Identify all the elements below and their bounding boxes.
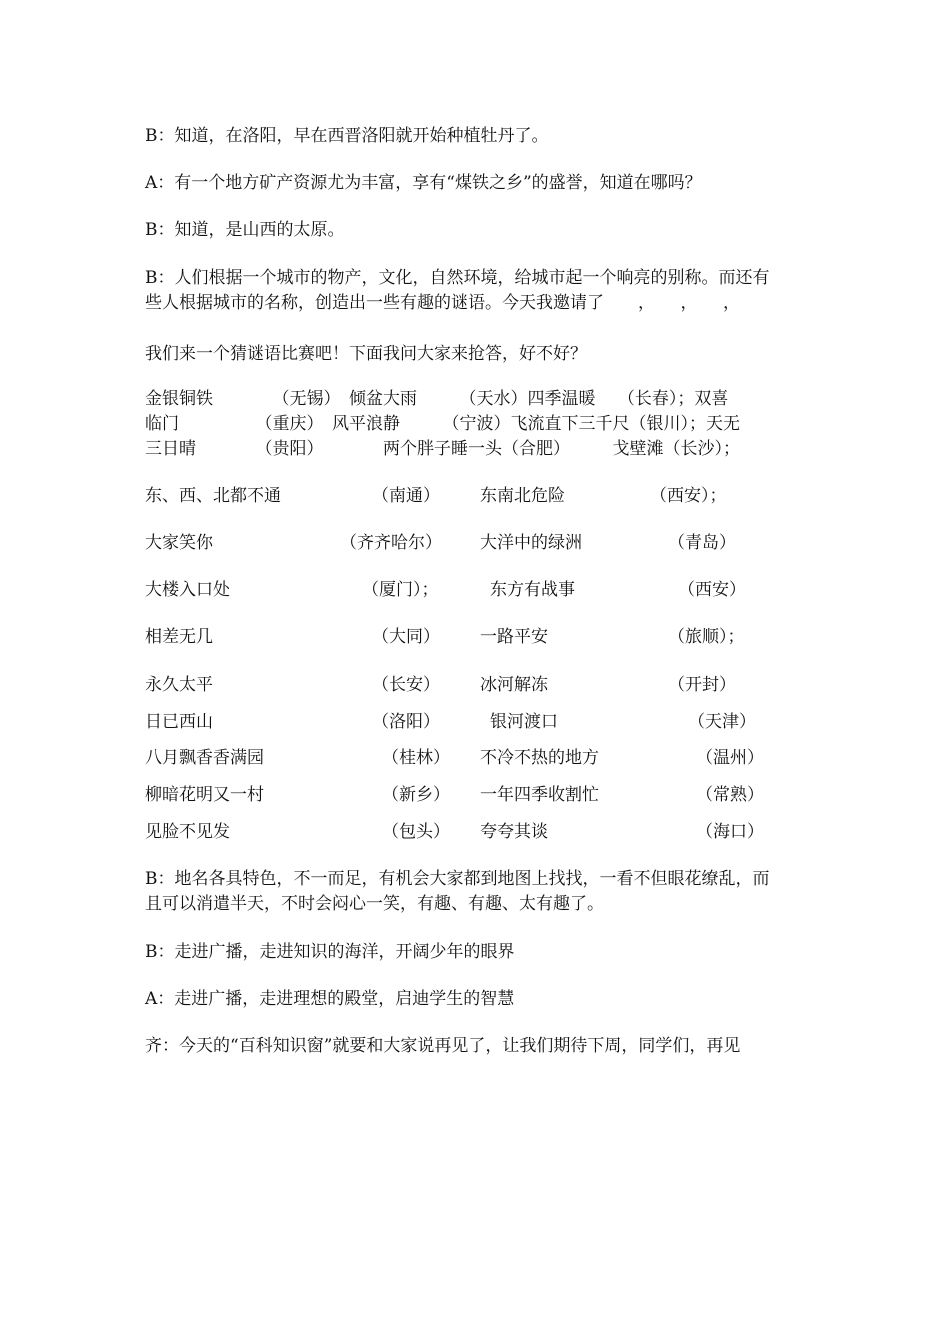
- riddle-question: 东方有战事: [490, 580, 575, 600]
- riddle-answer: （西安）: [678, 580, 746, 600]
- riddle-answer: （南通）: [372, 486, 440, 506]
- riddle-question: 相差无几: [145, 627, 213, 647]
- riddle-answer: （大同）: [372, 627, 440, 647]
- riddle-question: 不冷不热的地方: [480, 748, 599, 768]
- paragraph-b-taiyuan: B：知道，是山西的太原。: [145, 220, 345, 240]
- riddle-question: 柳暗花明又一村: [145, 785, 264, 805]
- riddle-question: 见脸不见发: [145, 822, 230, 842]
- riddle-answer: （厦门）；: [362, 580, 439, 600]
- riddle-question: 冰河解冻: [480, 675, 548, 695]
- riddle-question: 永久太平: [145, 675, 213, 695]
- paragraph-b-city-nicknames: [145, 266, 817, 316]
- riddle-question: 夸夸其谈: [480, 822, 548, 842]
- riddle-answer: （海口）: [696, 822, 764, 842]
- riddle-answer: （天津）: [688, 712, 756, 732]
- riddle-block-line: 三日晴 （贵阳） 两个胖子睡一头（合肥） 戈壁滩（长沙）；: [145, 439, 740, 459]
- riddle-question: 银河渡口: [490, 712, 558, 732]
- paragraph-b-broadcast: B：走进广播，走进知识的海洋，开阔少年的眼界: [145, 942, 515, 962]
- riddle-question: 日已西山: [145, 712, 213, 732]
- paragraph-b-luoyang: B：知道，在洛阳，早在西晋洛阳就开始种植牡丹了。: [145, 126, 549, 146]
- paragraph-line: B：地名各具特色，不一而足，有机会大家都到地图上找找，一看不但眼花缭乱，而: [145, 869, 770, 889]
- riddle-question: 八月飘香香满园: [145, 748, 264, 768]
- riddle-answer: （常熟）: [696, 785, 764, 805]
- riddle-question: 一路平安: [480, 627, 548, 647]
- riddle-block-line: 金银铜铁 （无锡） 倾盆大雨 （天水）四季温暖 （长春）；双喜: [145, 389, 729, 409]
- paragraph-line: 且可以消遣半天，不时会闷心一笑，有趣、有趣、太有趣了。: [145, 894, 604, 914]
- riddle-answer: （包头）: [382, 822, 450, 842]
- riddle-question: 东、西、北都不通: [145, 486, 281, 506]
- riddle-answer: （新乡）: [382, 785, 450, 805]
- paragraph-b-place-names: [145, 867, 817, 917]
- paragraph-riddle-intro: 我们来一个猜谜语比赛吧！下面我问大家来抢答，好不好？: [145, 344, 587, 364]
- paragraph-closing-farewell: 齐：今天的“百科知识窗”就要和大家说再见了，让我们期待下周，同学们，再见: [145, 1036, 741, 1056]
- riddle-answer: （西安）；: [650, 486, 727, 506]
- riddle-answer: （温州）: [696, 748, 764, 768]
- paragraph-line: 些人根据城市的名称，创造出一些有趣的谜语。今天我邀请了 ， ， ，: [145, 293, 740, 313]
- riddle-question: 一年四季收割忙: [480, 785, 599, 805]
- riddle-answer: （开封）: [668, 675, 736, 695]
- riddle-answer: （青岛）: [668, 533, 736, 553]
- riddle-answer: （齐齐哈尔）: [340, 533, 442, 553]
- riddle-answer: （旅顺）；: [668, 627, 745, 647]
- riddle-question: 大洋中的绿洲: [480, 533, 582, 553]
- paragraph-a-coal-iron: A：有一个地方矿产资源尤为丰富，享有“煤铁之乡”的盛誉，知道在哪吗？: [145, 173, 702, 193]
- riddle-question: 大家笑你: [145, 533, 213, 553]
- riddle-question: 东南北危险: [480, 486, 565, 506]
- riddle-block: [145, 387, 817, 462]
- paragraph-a-broadcast: A：走进广播，走进理想的殿堂，启迪学生的智慧: [145, 989, 515, 1009]
- riddle-answer: （桂林）: [382, 748, 450, 768]
- paragraph-line: B：人们根据一个城市的物产，文化，自然环境，给城市起一个响亮的别称。而还有: [145, 268, 770, 288]
- riddle-answer: （长安）: [372, 675, 440, 695]
- riddle-question: 大楼入口处: [145, 580, 230, 600]
- riddle-answer: （洛阳）: [372, 712, 440, 732]
- riddle-block-line: 临门 （重庆） 风平浪静 （宁波）飞流直下三千尺（银川）；天无: [145, 414, 740, 434]
